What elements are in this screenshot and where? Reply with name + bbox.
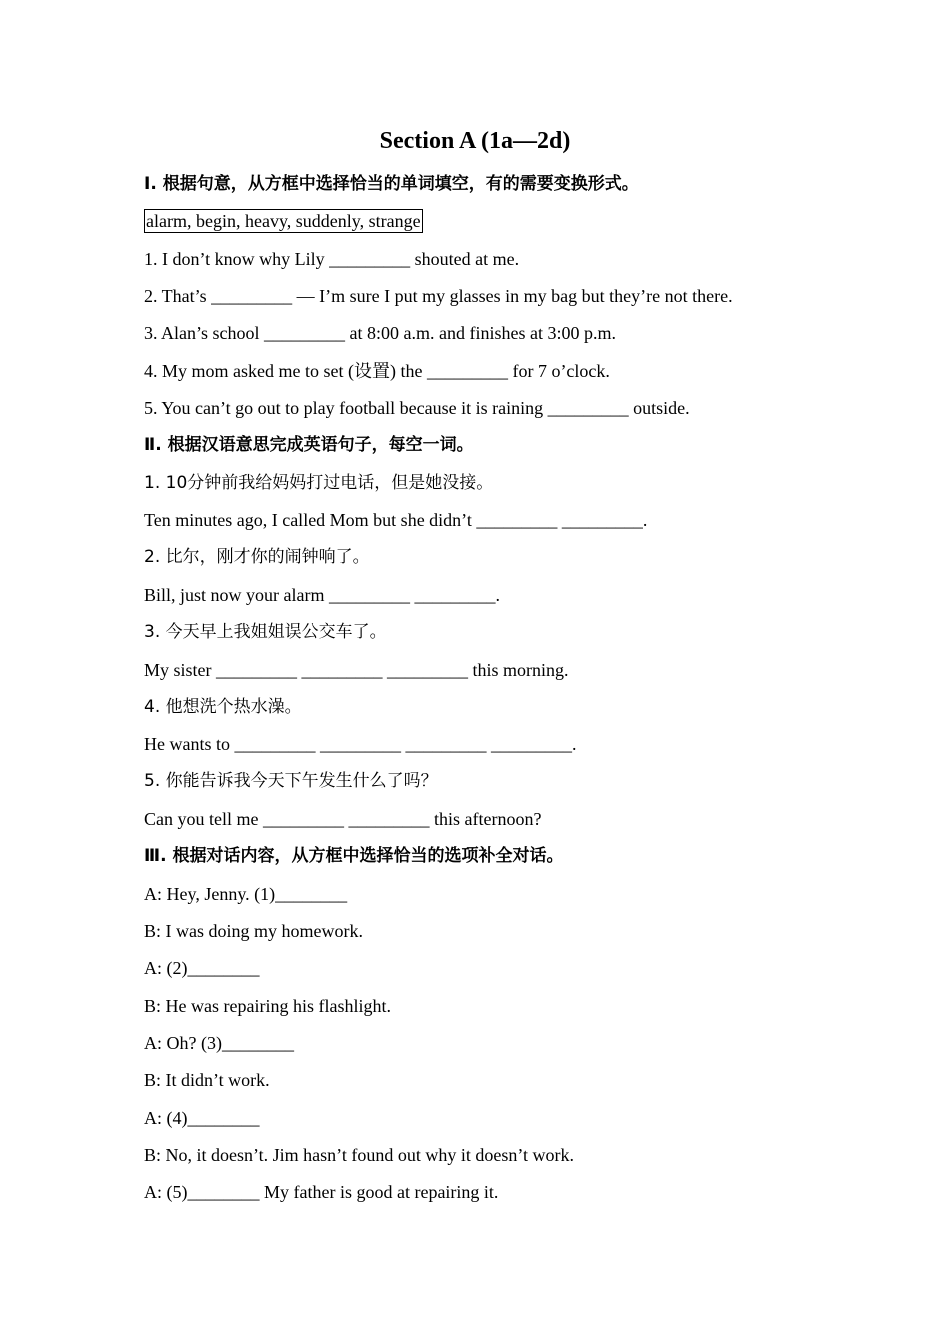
part1-item: 2. That’s _________ — I’m sure I put my glasses in my bag but they’re not there.	[144, 286, 733, 306]
part2-english-sentence: Ten minutes ago, I called Mom but she didn’t _________ _________.	[144, 510, 648, 530]
word-box: alarm, begin, heavy, suddenly, strange	[146, 211, 421, 231]
dialogue-line: A: (2)________	[144, 958, 260, 978]
dialogue-line: B: It didn’t work.	[144, 1070, 270, 1090]
part2-english-sentence: My sister _________ _________ _________ this morning.	[144, 660, 569, 680]
part1-item: 1. I don’t know why Lily _________ shouted at me.	[144, 249, 520, 269]
word-box-row	[144, 208, 423, 234]
dialogue-line: B: No, it doesn’t. Jim hasn’t found out why it doesn’t work.	[144, 1145, 574, 1165]
part2-english-sentence: Can you tell me _________ _________ this afternoon?	[144, 809, 542, 829]
part1-item: 4. My mom asked me to set (设置) the _________ for 7 o’clock.	[144, 361, 610, 381]
part2-english-sentence: He wants to _________ _________ _________ _________.	[144, 734, 577, 754]
part2-english-sentence: Bill, just now your alarm _________ _________.	[144, 585, 500, 605]
part2-chinese-prompt: 4. 他想洗个热水澡。	[144, 697, 302, 717]
part3-heading: Ⅲ. 根据对话内容，从方框中选择恰当的选项补全对话。	[144, 846, 564, 866]
dialogue-line: A: (4)________	[144, 1108, 260, 1128]
dialogue-line: B: I was doing my homework.	[144, 921, 363, 941]
part2-chinese-prompt: 2. 比尔，刚才你的闹钟响了。	[144, 547, 370, 567]
part1-item: 5. You can’t go out to play football because it is raining _________ outside.	[144, 398, 690, 418]
part1-heading: Ⅰ. 根据句意，从方框中选择恰当的单词填空，有的需要变换形式。	[144, 174, 639, 194]
part2-chinese-prompt: 1. 10分钟前我给妈妈打过电话，但是她没接。	[144, 473, 494, 493]
part2-chinese-prompt: 5. 你能告诉我今天下午发生什么了吗？	[144, 771, 438, 791]
dialogue-line: A: Oh? (3)________	[144, 1033, 294, 1053]
part1-item: 3. Alan’s school _________ at 8:00 a.m. and finishes at 3:00 p.m.	[144, 323, 616, 343]
page-title: Section A (1a—2d)	[379, 128, 571, 154]
dialogue-line: B: He was repairing his flashlight.	[144, 996, 391, 1016]
part2-chinese-prompt: 3. 今天早上我姐姐误公交车了。	[144, 622, 387, 642]
part2-heading: Ⅱ. 根据汉语意思完成英语句子，每空一词。	[144, 435, 474, 455]
dialogue-line: A: (5)________ My father is good at repairing it.	[144, 1182, 499, 1202]
dialogue-line: A: Hey, Jenny. (1)________	[144, 884, 348, 904]
